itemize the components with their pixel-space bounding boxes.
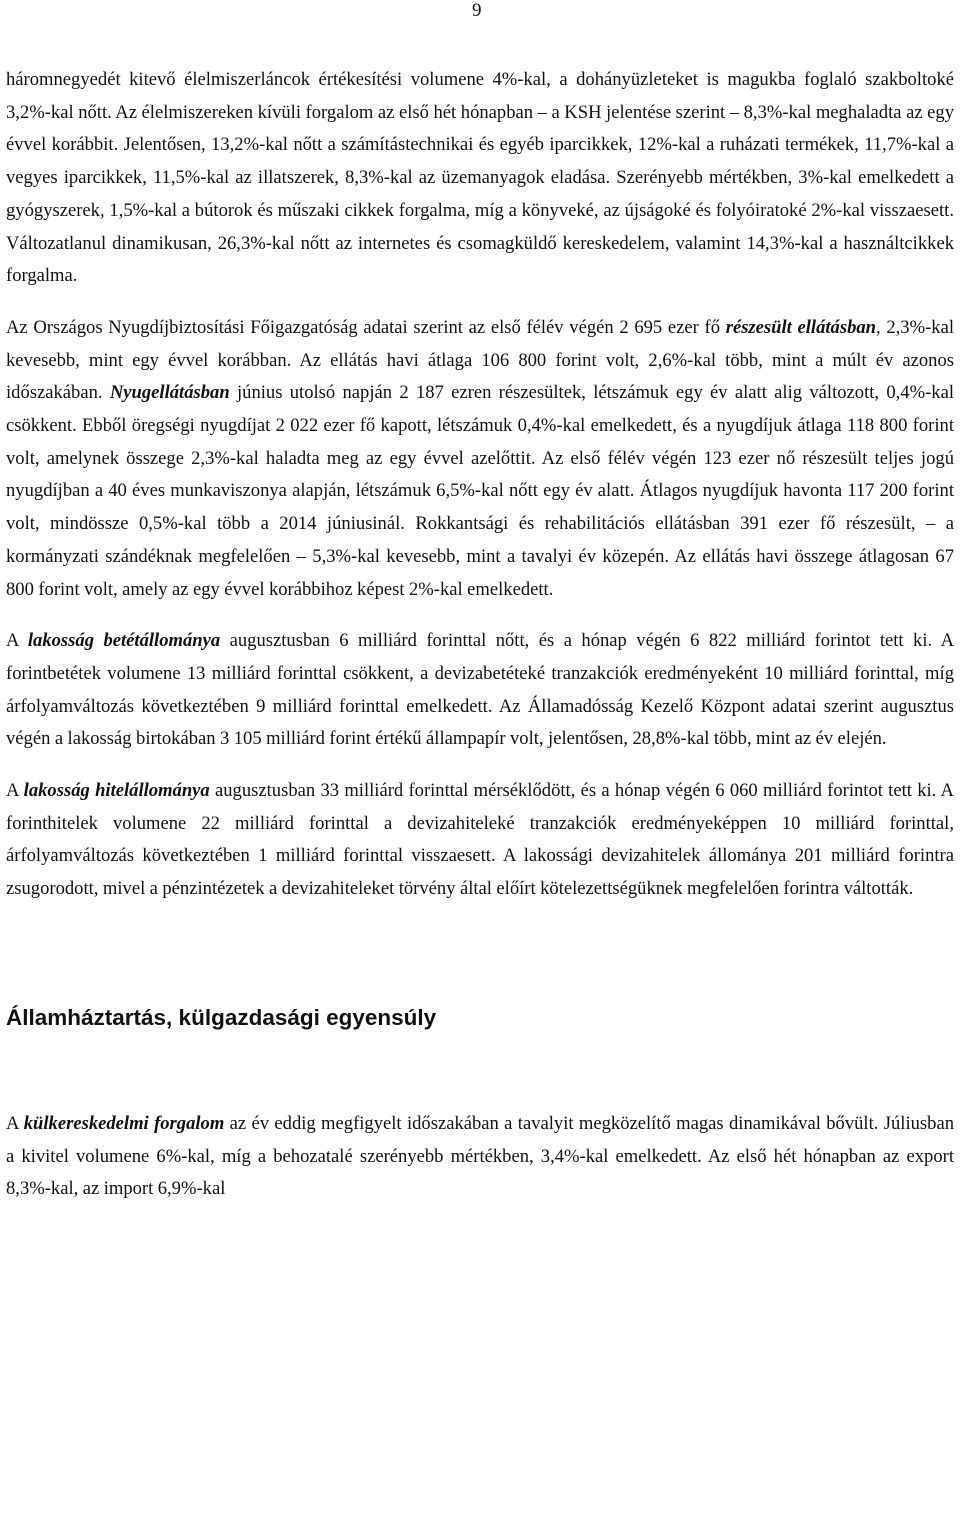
highlight-term: Nyugellátásban bbox=[109, 382, 230, 404]
highlight-term: külkereskedelmi forgalom bbox=[23, 1112, 225, 1134]
paragraph-loans bbox=[6, 775, 954, 906]
paragraph-foreign-trade bbox=[6, 1108, 954, 1206]
section-heading: Államháztartás, külgazdasági egyensúly bbox=[6, 1004, 437, 1030]
paragraph-deposits bbox=[6, 625, 954, 756]
paragraph-text: augusztusban 6 milliárd forinttal nőtt, és a hónap végén 6 822 milliárd forintot tett ki. A forintbetétek volumene 13 milliárd forinttal csökkent, a devizabetéteké tranzakciók eredményeként 10 milliárd forinttal, míg árfolyamváltozás következtében 9 milliárd forinttal emelkedett. Az Államadósság Kezelő Központ adatai szerint augusztus végén a lakosság birtokában 3 105 milliárd forint értékű állampapír volt, jelentősen, 28,8%-kal több, mint az év elején. bbox=[6, 630, 955, 750]
paragraph-text: augusztusban 33 milliárd forinttal mérséklődött, és a hónap végén 6 060 milliárd forintot tett ki. A forinthitelek volumene 22 milliárd forinttal a devizahiteleké tranzakciók eredményeképpen 10 milliárd forinttal, árfolyamváltozás következtében 1 milliárd forinttal visszaesett. A lakossági devizahitelek állománya 201 milliárd forintra zsugorodott, mivel a pénzintézetek a devizahiteleket törvény által előírt kötelezettségüknek megfelelően forintra váltották. bbox=[6, 780, 954, 900]
page-number: 9 bbox=[472, 0, 482, 21]
highlight-term: részesült ellátásban bbox=[725, 316, 877, 338]
document-body bbox=[6, 64, 954, 1206]
paragraph-text: június utolsó napján 2 187 ezren részesültek, létszámuk egy év alatt alig változott, 0,4%-kal csökkent. Ebből öregségi nyugdíjat 2 022 ezer fő kapott, létszámuk 0,4%-kal emelkedett, és a nyugdíjuk átlaga 118 800 forint volt, amelynek összege 2,3%-kal haladta meg az egy évvel azelőttit. Az első félév végén 123 ezer nő részesült teljes jogú nyugdíjban a 40 éves munkaviszonya alapján, létszámuk 6,5%-kal nőtt egy év alatt. Átlagos nyugdíjuk havonta 117 200 forint volt, mindössze 0,5%-kal több a 2014 júniusinál. Rokkantsági és rehabilitációs ellátásban 391 ezer fő részesült, – a kormányzati szándéknak megfelelően – 5,3%-kal kevesebb, mint a tavalyi év közepén. Az ellátás havi összege átlagosan 67 800 forint volt, amely az egy évvel korábbihoz képest 2%-kal emelkedett. bbox=[6, 382, 954, 600]
paragraph-retail-sales bbox=[6, 64, 954, 293]
paragraph-text: , 2,3%-kal kevesebb, mint egy évvel korábban. Az ellátás havi átlaga 106 800 forint volt, 2,6%-kal több, mint a múlt év azonos időszakában. bbox=[6, 316, 954, 404]
paragraph-pensions bbox=[6, 312, 954, 606]
paragraph-text: az év eddig megfigyelt időszakában a tavalyit megközelítő magas dinamikával bővült. Júliusban a kivitel volumene 6%-kal, míg a behozatalé szerényebb mértékben, 3,4%-kal emelkedett. Az első hét hónapban az export 8,3%-kal, az import 6,9%-kal bbox=[6, 1112, 954, 1200]
highlight-term: lakosság hitelállománya bbox=[23, 780, 210, 802]
highlight-term: lakosság betétállománya bbox=[27, 630, 221, 652]
paragraph-text: A bbox=[6, 780, 24, 802]
paragraph-text: A bbox=[6, 1112, 24, 1134]
paragraph-text: háromnegyedét kitevő élelmiszerláncok értékesítési volumene 4%-kal, a dohányüzleteket is magukba foglaló szakboltoké 3,2%-kal nőtt. Az élelmiszereken kívüli forgalom az első hét hónapban – a KSH jelentése szerint – 8,3%-kal meghaladta az egy évvel korábbit. Jelentősen, 13,2%-kal nőtt a számítástechnikai és egyéb iparcikkek, 12%-kal a ruházati termékek, 11,7%-kal a vegyes iparcikkek, 11,5%-kal az illatszerek, 8,3%-kal az üzemanyagok eladása. Szerényebb mértékben, 3%-kal emelkedett a gyógyszerek, 1,5%-kal a bútorok és műszaki cikkek forgalma, míg a könyveké, az újságoké és folyóiratoké 2%-kal visszaesett. Változatlanul dinamikusan, 26,3%-kal nőtt az internetes és csomagküldő kereskedelem, valamint 14,3%-kal a használtcikkek forgalma. bbox=[6, 69, 954, 287]
paragraph-text: Az Országos Nyugdíjbiztosítási Főigazgatóság adatai szerint az első félév végén 2 695 ezer fő bbox=[6, 316, 726, 338]
paragraph-text: A bbox=[6, 630, 28, 652]
